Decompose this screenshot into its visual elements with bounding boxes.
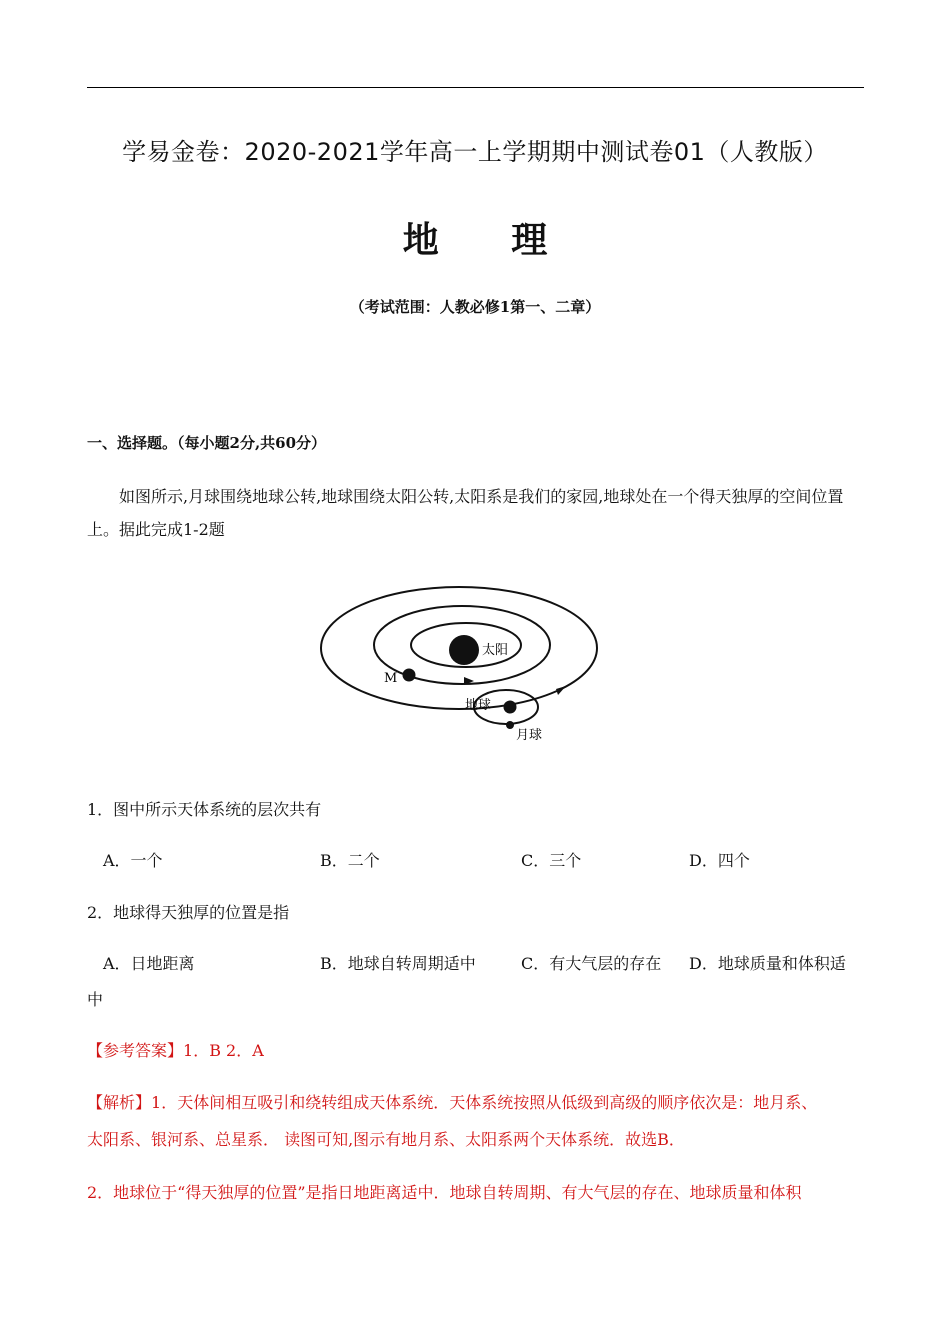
question-1-stem: 1．图中所示天体系统的层次共有 [87,800,322,819]
explanation-line-2: 太阳系、银河系、总星系． 读图可知,图示有地月系、太阳系两个天体系统．故选B． [87,1130,685,1149]
subject-title: 地 理 [402,220,578,261]
moon-label: 月球 [516,728,543,743]
q2-option-c: C．有大气层的存在 [521,954,662,973]
section-note: （每小题2分,共60分） [177,434,327,452]
section-title: 一、选择题。 [87,434,178,452]
answer-text: 1．B 2．A [183,1041,264,1060]
q2-option-d: D．地球质量和体积适 [689,954,846,973]
explanation-label: 【解析】 [87,1093,152,1112]
exam-scope: （考试范围：人教必修1第一、二章） [349,298,601,316]
q1-option-b: B．二个 [320,851,380,870]
q2-option-d-wrap: 中 [87,990,104,1009]
moon-body [506,721,514,729]
explanation-line-1 [87,1090,862,1113]
sun-label: 太阳 [482,643,509,658]
reference-answer [87,1038,264,1061]
sun-body [449,635,479,665]
earth-label: 地球 [465,698,492,713]
q1-option-d: D．四个 [689,851,750,870]
outer-orbit-arrow [556,686,566,695]
q2-option-a: A．日地距离 [103,954,195,973]
explanation-text-1: 1．天体间相互吸引和绕转组成天体系统．天体系统按照从低级到高级的顺序依次是：地月系、 [151,1093,818,1112]
answer-label: 【参考答案】 [87,1041,184,1060]
question-intro: 如图所示,月球围绕地球公转,地球围绕太阳公转,太阳系是我们的家园,地球处在一个得天独厚的空间位置上。据此完成1-2题 [87,487,844,539]
solar-system-diagram [318,583,603,748]
m-label: M [384,671,398,686]
planet-m [403,669,416,682]
explanation-line-3: 2．地球位于“得天独厚的位置”是指日地距离适中．地球自转周期、有大气层的存在、地球质量和体积 [87,1183,802,1202]
question-2-stem: 2．地球得天独厚的位置是指 [87,903,290,922]
header-rule [87,87,864,88]
q1-option-c: C．三个 [521,851,582,870]
section-heading [87,432,326,453]
q2-option-b: B．地球自转周期适中 [320,954,476,973]
q1-option-a: A．一个 [103,851,163,870]
earth-body [504,701,517,714]
exam-title: 学易金卷：2020-2021学年高一上学期期中测试卷01（人教版） [122,138,828,166]
